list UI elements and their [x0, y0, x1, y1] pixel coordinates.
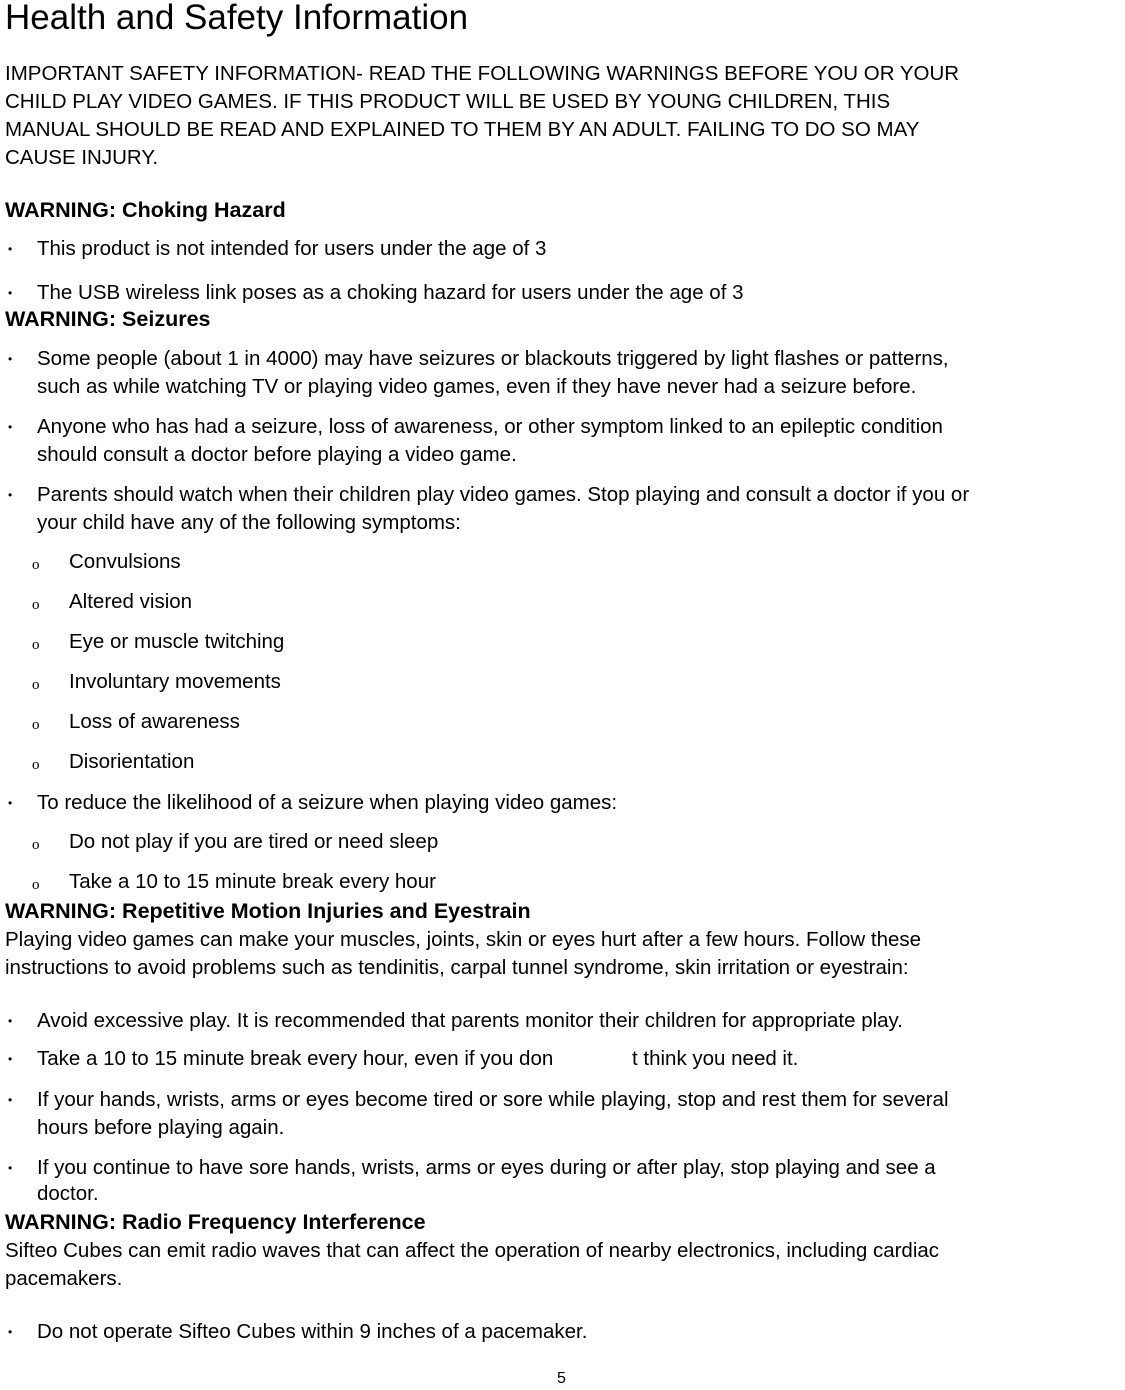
sub-bullet-icon: o: [32, 677, 40, 693]
sub-bullet-icon: o: [32, 837, 40, 853]
list-item: If your hands, wrists, arms or eyes become tired or sore while playing, stop and rest them for several: [37, 1088, 949, 1111]
section-heading: WARNING: Seizures: [5, 307, 211, 331]
list-item-continued: such as while watching TV or playing video games, even if they have never had a seizure before.: [37, 375, 917, 398]
list-item-continued: t think you need it.: [632, 1047, 799, 1070]
page-number: 5: [557, 1370, 566, 1387]
list-item: This product is not intended for users under the age of 3: [37, 237, 547, 260]
list-item-continued: should consult a doctor before playing a video game.: [37, 443, 517, 466]
sub-bullet-icon: o: [32, 877, 40, 893]
symptom-item: Loss of awareness: [69, 710, 240, 733]
list-item-continued: hours before playing again.: [37, 1116, 285, 1139]
tip-item: Do not play if you are tired or need sleep: [69, 830, 439, 853]
bullet-icon: •: [8, 242, 13, 256]
bullet-icon: •: [8, 1325, 13, 1339]
list-item: Avoid excessive play. It is recommended that parents monitor their children for appropriate play.: [37, 1009, 903, 1032]
list-item: Some people (about 1 in 4000) may have seizures or blackouts triggered by light flashes or patterns,: [37, 347, 949, 370]
list-item: Take a 10 to 15 minute break every hour, even if you don: [37, 1047, 554, 1070]
intro-line: MANUAL SHOULD BE READ AND EXPLAINED TO THEM BY AN ADULT. FAILING TO DO SO MAY: [5, 118, 920, 141]
section-intro: Playing video games can make your muscles, joints, skin or eyes hurt after a few hours. Follow these: [5, 928, 922, 951]
list-item: Parents should watch when their children play video games. Stop playing and consult a doctor if you or: [37, 483, 970, 506]
sub-bullet-icon: o: [32, 757, 40, 773]
section-intro: Sifteo Cubes can emit radio waves that can affect the operation of nearby electronics, including cardiac: [5, 1239, 940, 1262]
symptom-item: Involuntary movements: [69, 670, 281, 693]
bullet-icon: •: [8, 420, 13, 434]
list-item-continued: doctor.: [37, 1182, 99, 1205]
symptom-item: Convulsions: [69, 550, 181, 573]
bullet-icon: •: [8, 1052, 13, 1066]
section-intro: instructions to avoid problems such as tendinitis, carpal tunnel syndrome, skin irritation or eyestrain:: [5, 956, 909, 979]
list-item: Do not operate Sifteo Cubes within 9 inches of a pacemaker.: [37, 1320, 588, 1343]
sub-bullet-icon: o: [32, 597, 40, 613]
section-heading: WARNING: Radio Frequency Interference: [5, 1210, 426, 1234]
list-item-continued: your child have any of the following symptoms:: [37, 511, 461, 534]
list-item: If you continue to have sore hands, wrists, arms or eyes during or after play, stop playing and see a: [37, 1156, 936, 1179]
sub-bullet-icon: o: [32, 717, 40, 733]
bullet-icon: •: [8, 1014, 13, 1028]
section-heading: WARNING: Repetitive Motion Injuries and Eyestrain: [5, 899, 531, 923]
intro-line: CAUSE INJURY.: [5, 146, 159, 169]
tip-item: Take a 10 to 15 minute break every hour: [69, 870, 436, 893]
intro-line: IMPORTANT SAFETY INFORMATION- READ THE FOLLOWING WARNINGS BEFORE YOU OR YOUR: [5, 62, 960, 85]
sub-bullet-icon: o: [32, 637, 40, 653]
bullet-icon: •: [8, 1093, 13, 1107]
symptom-item: Eye or muscle twitching: [69, 630, 285, 653]
bullet-icon: •: [8, 286, 13, 300]
bullet-icon: •: [8, 1161, 13, 1175]
bullet-icon: •: [8, 352, 13, 366]
section-intro: pacemakers.: [5, 1267, 123, 1290]
list-item: The USB wireless link poses as a choking hazard for users under the age of 3: [37, 281, 744, 304]
page-title: Health and Safety Information: [5, 0, 469, 37]
list-item: Anyone who has had a seizure, loss of awareness, or other symptom linked to an epileptic condition: [37, 415, 943, 438]
symptom-item: Altered vision: [69, 590, 193, 613]
list-item: To reduce the likelihood of a seizure when playing video games:: [37, 791, 618, 814]
symptom-item: Disorientation: [69, 750, 195, 773]
bullet-icon: •: [8, 796, 13, 810]
section-heading: WARNING: Choking Hazard: [5, 198, 286, 222]
bullet-icon: •: [8, 488, 13, 502]
sub-bullet-icon: o: [32, 557, 40, 573]
intro-line: CHILD PLAY VIDEO GAMES. IF THIS PRODUCT WILL BE USED BY YOUNG CHILDREN, THIS: [5, 90, 891, 113]
